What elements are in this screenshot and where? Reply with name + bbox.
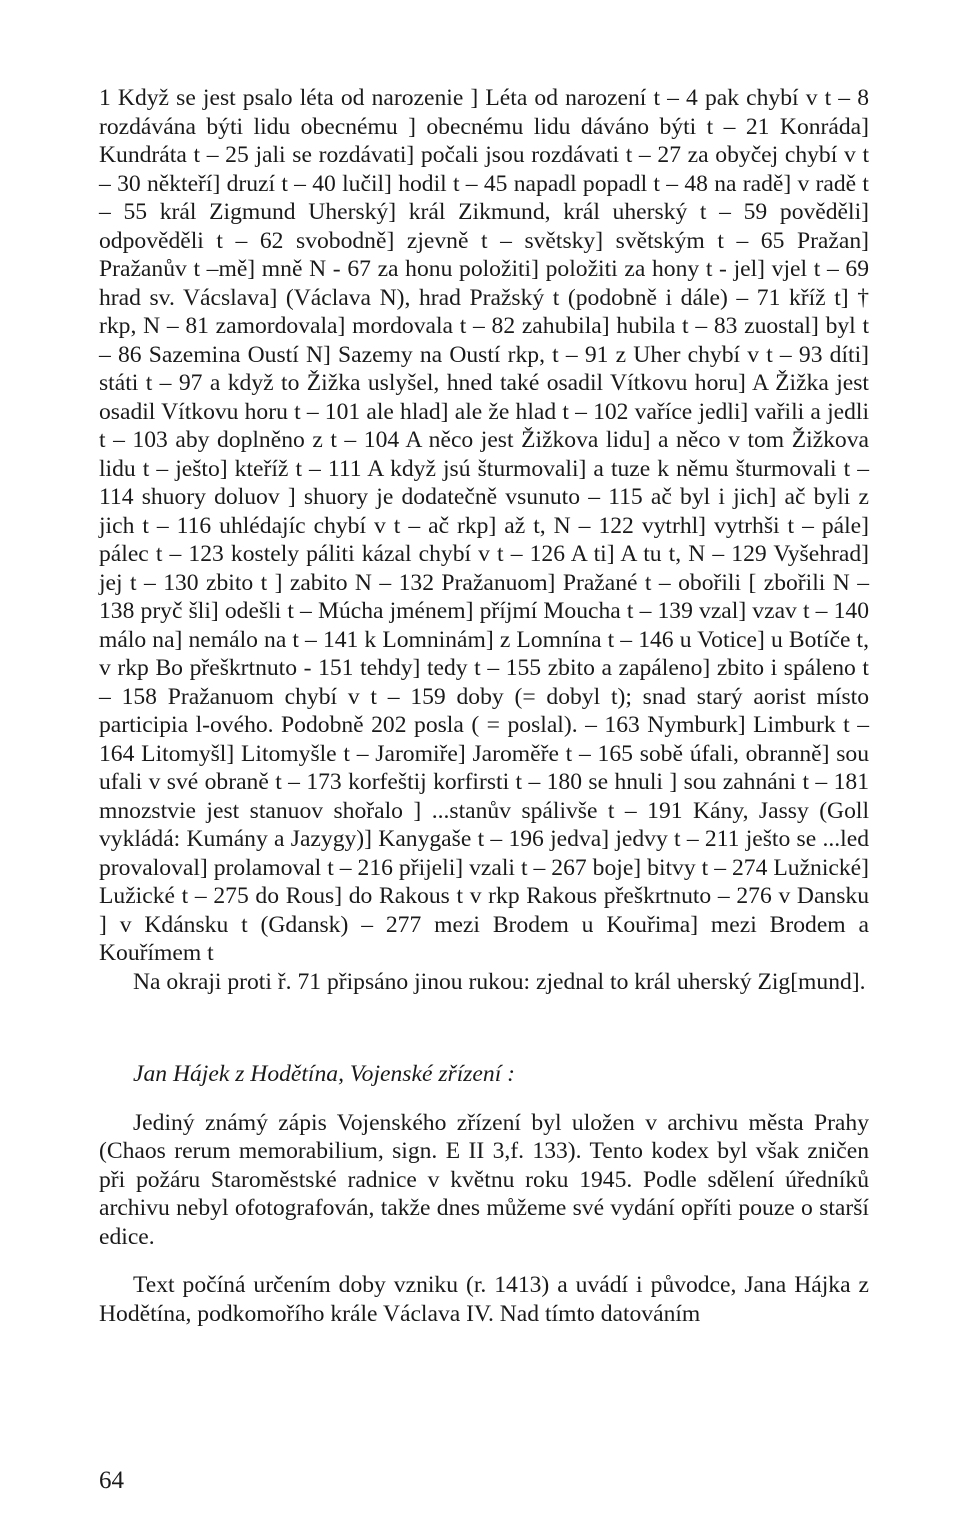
body-paragraph-1: Jediný známý zápis Vojenského zřízení byl uložen v archivu města Prahy (Chaos rerum memorabilium, sign. E II 3,f. 133). Tento kodex byl však zničen při požáru Staroměstské radnice v květnu roku 1945. Podle sdělení úředníků archivu nebyl ofotografován, takže dnes můžeme své vydání opříti pouze o starší edice. — [99, 1109, 869, 1250]
paragraph-gap — [99, 1251, 869, 1271]
page-number: 64 — [99, 1467, 124, 1494]
body-paragraph-2: Text počíná určením doby vzniku (r. 1413) a uvádí i původce, Jana Hájka z Hodětína, podkomořího krále Václava IV. Nad tímto datováním — [99, 1272, 869, 1327]
section-heading: Jan Hájek z Hodětína, Vojenské zřízení : — [133, 1061, 516, 1087]
heading-gap — [99, 1089, 869, 1109]
page-body — [99, 84, 869, 1328]
margin-note: Na okraji proti ř. 71 připsáno jinou rukou: zjednal to král uherský Zig[mund]. — [133, 968, 866, 995]
critical-apparatus: 1 Když se jest psalo léta od narozenie ] Léta od narození t – 4 pak chybí v t – 8 rozdávána býti lidu obecnému ] obecnému lidu dáváno býti t – 21 Konráda] Kundráta t – 25 jali se rozdávati] počali jsou rozdávati t – 27 za obyčej chybí v t – 30 někteří] druzí t – 40 lučil] hodil t – 45 napadl popadl t – 48 na radě] v radě t – 55 král Zigmund Uherský] král Zikmund, král uherský t – 59 pověděli] odpověděli t – 62 svobodně] zjevně t – světsky] světským t – 65 Pražan] Pražanův t –mě] mně N - 67 za honu položiti] položiti za hony t - jel] vjel t – 69 hrad sv. Vácslava] (Václava N), hrad Pražský t (podobně i dále) – 71 kříž t] † rkp, N – 81 zamordovala] mordovala t – 82 zahubila] hubila t – 83 zuostal] byl t – 86 Sazemina Oustí N] Sazemy na Oustí rkp, t – 91 z Uher chybí v t – 93 díti] státi t – 97 a když to Žižka uslyšel, hned také osadil Vítkovu horu] A Žižka jest osadil Vítkovu horu t – 101 ale hlad] ale že hlad t – 102 vaříce jedli] vařili a jedli t – 103 aby doplněno z t – 104 A něco jest Žižkova lidu] a něco v tom Žižkova lidu t – ješto] kteříž t – 111 A když jsú šturmovali] a tuze k němu šturmovali t – 114 shuory doluov ] shuory je dodatečně vsunuto – 115 ač byl i jich] ač byli z jich t – 116 uhlédajíc chybí v t – ač rkp] až t, N – 122 vytrhl] vytrhši t – pále] pálec t – 123 kostely páliti kázal chybí v t – 126 A ti] A tu t, N – 129 Vyšehrad] jej t – 130 zbito t ] zabito N – 132 Pražanuom] Pražané t – obořili [ zbořili N – 138 pryč šli] odešli t – Múcha jménem] příjmí Moucha t – 139 vzal] vzav t – 140 málo na] nemálo na t – 141 k Lomninám] z Lomnína t – 146 u Votice] u Botíče t, v rkp Bo přeškrtnuto - 151 tehdy] tedy t – 155 zbito a zapáleno] zbito i spáleno t – 158 Pražanuom chybí v t – 159 doby (= dobyl t); snad starý aorist místo participia l-ového. Podobně 202 posla ( = poslal). – 163 Nymburk] Limburk t – 164 Litomyšl] Litomyšle t – Jaromiře] Jaroměře t – 165 sobě úfali, obranně] sou ufali v své obraně t – 173 korfeštij korfirsti t – 180 se hnuli ] sou zahnáni t – 181 mnozstvie jest stanuov shořalo ] ...stanův spálivše t – 191 Kány, Jassy (Goll vykládá: Kumány a Jazygy)] Kanygaše t – 196 jedva] jedvy t – 211 ješto se ...led provaloval] prolamoval t – 216 přijeli] vzali t – 267 boje] bitvy t – 274 Lužnické] Lužické t – 275 do Rous] do Rakous t v rkp Rakous přeškrtnuto – 276 v Dansku ] v Kdánsku t (Gdansk) – 277 mezi Brodem u Kouřima] mezi Brodem a Kouřímem t — [99, 85, 869, 966]
section-gap — [99, 996, 869, 1060]
